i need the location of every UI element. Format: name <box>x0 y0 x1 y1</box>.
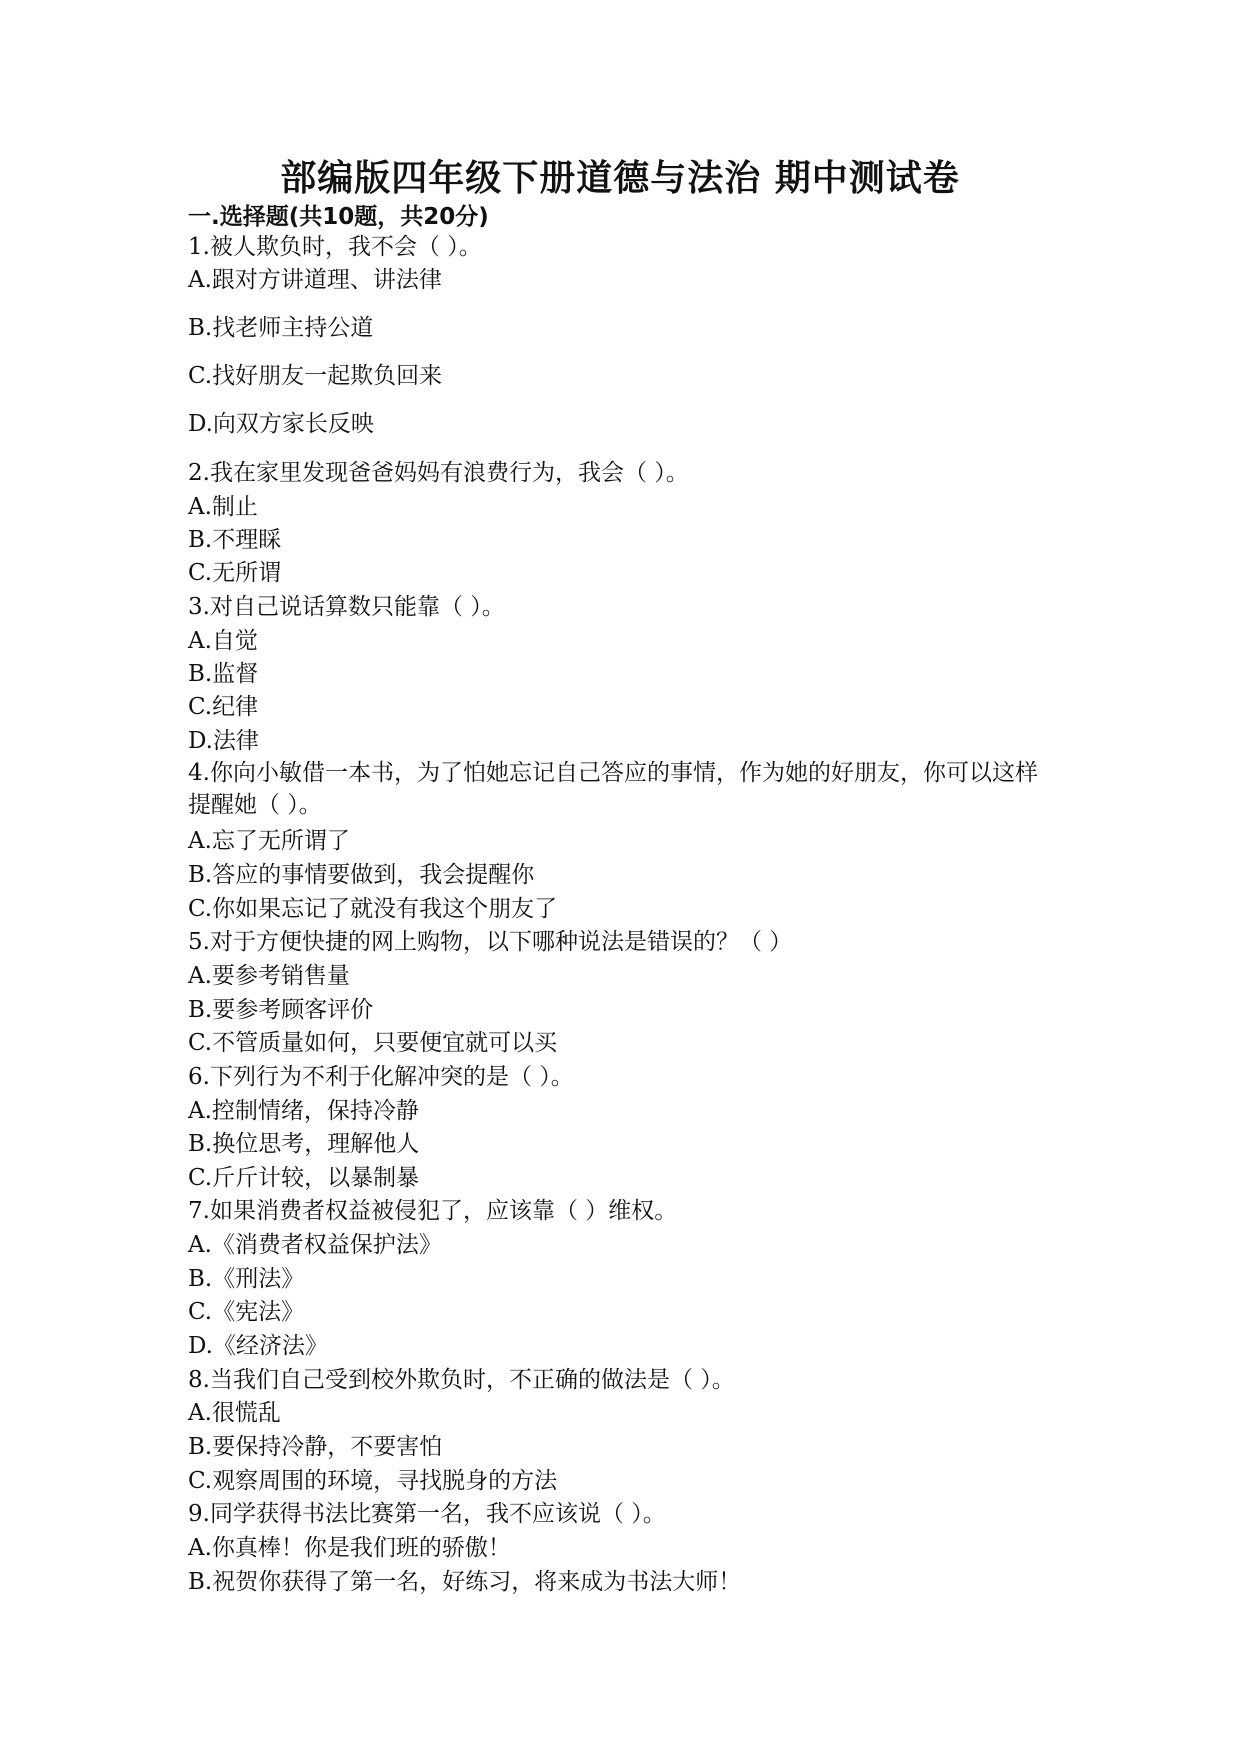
answer-option: C.观察周围的环境，寻找脱身的方法 <box>188 1468 558 1494</box>
answer-option: A.很慌乱 <box>188 1400 281 1426</box>
answer-option: C.纪律 <box>188 694 259 720</box>
answer-option: B.找老师主持公道 <box>188 315 374 341</box>
answer-option: D.《经济法》 <box>188 1333 328 1359</box>
answer-option: B.监督 <box>188 661 259 687</box>
answer-option: A.制止 <box>188 494 258 520</box>
answer-option: A.《消费者权益保护法》 <box>188 1232 442 1258</box>
answer-option: C.《宪法》 <box>188 1299 305 1325</box>
answer-option: C.你如果忘记了就没有我这个朋友了 <box>188 896 558 922</box>
answer-option: C.无所谓 <box>188 560 282 586</box>
answer-option: A.跟对方讲道理、讲法律 <box>188 267 442 293</box>
answer-option: B.《刑法》 <box>188 1266 305 1292</box>
question-stem: 5.对于方便快捷的网上购物，以下哪种说法是错误的？（ ） <box>188 929 793 955</box>
answer-option: B.祝贺你获得了第一名，好练习，将来成为书法大师！ <box>188 1569 742 1595</box>
answer-option: A.控制情绪，保持冷静 <box>188 1098 419 1124</box>
question-stem: 8.当我们自己受到校外欺负时，不正确的做法是（ ）。 <box>188 1367 735 1393</box>
answer-option: A.要参考销售量 <box>188 963 350 989</box>
question-stem: 4.你向小敏借一本书，为了怕她忘记自己答应的事情，作为她的好朋友，你可以这样提醒她（ ）。 <box>188 760 1038 818</box>
answer-option: B.要参考顾客评价 <box>188 997 374 1023</box>
question-stem: 3.对自己说话算数只能靠（ ）。 <box>188 594 505 620</box>
page-title: 部编版四年级下册道德与法治 期中测试卷 <box>280 158 960 199</box>
answer-option: B.不理睬 <box>188 527 282 553</box>
answer-option: C.不管质量如何，只要便宜就可以买 <box>188 1030 558 1056</box>
answer-option: A.忘了无所谓了 <box>188 828 350 854</box>
question-stem: 1.被人欺负时，我不会（ ）。 <box>188 234 482 260</box>
answer-option: A.自觉 <box>188 628 258 654</box>
answer-option: D.向双方家长反映 <box>188 411 374 437</box>
answer-option: C.找好朋友一起欺负回来 <box>188 363 443 389</box>
answer-option: B.答应的事情要做到，我会提醒你 <box>188 862 535 888</box>
question-stem: 9.同学获得书法比赛第一名，我不应该说（ ）。 <box>188 1501 666 1527</box>
answer-option: B.换位思考，理解他人 <box>188 1131 420 1157</box>
answer-option: A.你真棒！你是我们班的骄傲！ <box>188 1535 511 1561</box>
answer-option: D.法律 <box>188 728 259 754</box>
question-stem: 2.我在家里发现爸爸妈妈有浪费行为，我会（ ）。 <box>188 460 689 486</box>
section-heading: 一.选择题(共10题，共20分) <box>188 204 489 230</box>
answer-option: B.要保持冷静，不要害怕 <box>188 1434 443 1460</box>
question-stem: 7.如果消费者权益被侵犯了，应该靠（ ）维权。 <box>188 1198 678 1224</box>
answer-option: C.斤斤计较，以暴制暴 <box>188 1165 420 1191</box>
question-stem: 6.下列行为不利于化解冲突的是（ ）。 <box>188 1064 574 1090</box>
